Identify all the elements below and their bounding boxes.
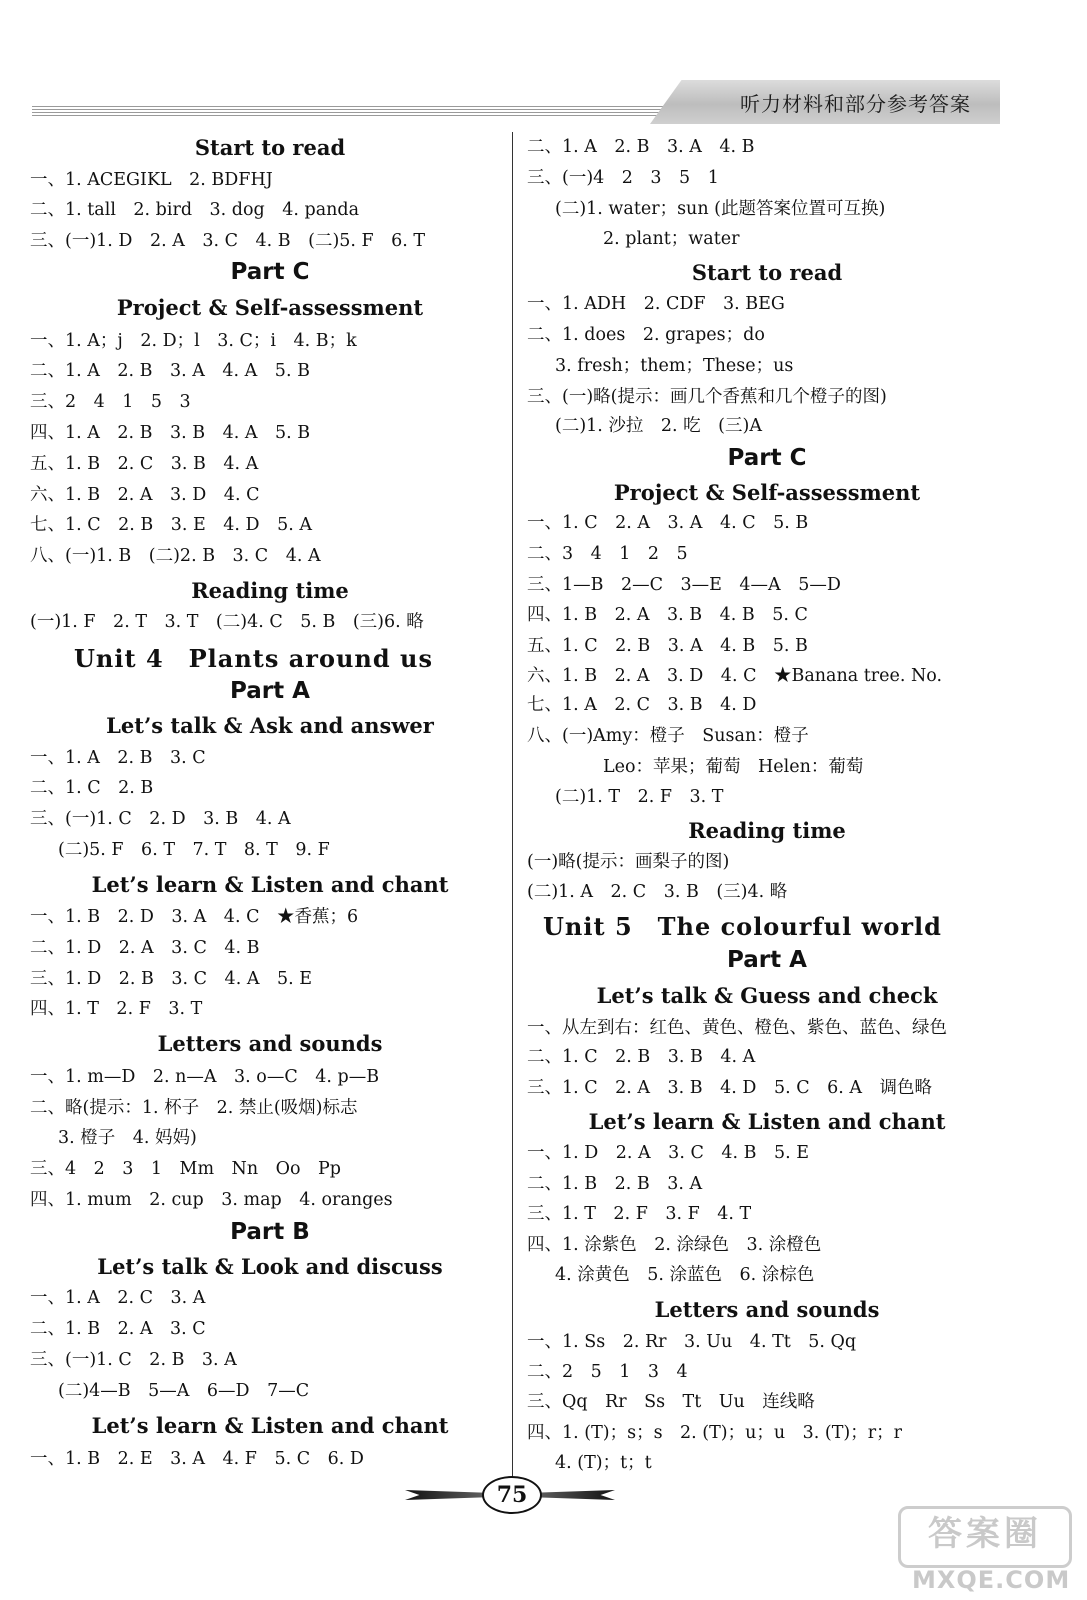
right-answer-line: 三、(一)4 2 3 5 1 (527, 168, 719, 188)
right-answer-line: 五、1. C 2. B 3. A 4. B 5. B (527, 636, 808, 656)
left-answer-line: 二、1. D 2. A 3. C 4. B (30, 938, 260, 958)
left-answer-line: 三、(一)1. C 2. D 3. B 4. A (30, 809, 291, 829)
left-section-heading: Let’s talk & Look and discuss (97, 1254, 443, 1279)
right-answer-line: 二、1. A 2. B 3. A 4. B (527, 137, 755, 157)
right-answer-line: 一、从左到右：红色、黄色、橙色、紫色、蓝色、绿色 (527, 1018, 947, 1038)
right-answer-line: 三、1. T 2. F 3. F 4. T (527, 1204, 752, 1224)
right-answer-line: 二、1. B 2. B 3. A (527, 1174, 703, 1194)
right-section-heading: Start to read (691, 260, 843, 285)
right-section-heading: Project & Self-assessment (613, 480, 921, 505)
left-answer-line: 一、1. A 2. B 3. C (30, 748, 206, 768)
left-answer-line: 三、4 2 3 1 Mm Nn Oo Pp (30, 1159, 341, 1179)
left-answer-line: 二、1. tall 2. bird 3. dog 4. panda (30, 200, 360, 220)
column-divider (512, 132, 513, 1484)
left-answer-line: 一、1. B 2. D 3. A 4. C ★香蕉；6 (30, 907, 359, 927)
left-answer-line: 二、1. A 2. B 3. A 4. A 5. B (30, 361, 310, 381)
left-section-heading: Let’s talk & Ask and answer (106, 713, 434, 738)
left-answer-line: 二、1. C 2. B (30, 778, 154, 798)
right-answer-line: 一、1. Ss 2. Rr 3. Uu 4. Tt 5. Qq (527, 1332, 857, 1352)
right-answer-line: 二、1. does 2. grapes；do (527, 325, 765, 345)
left-part-heading: Part A (230, 678, 310, 704)
right-answer-line: (二)1. T 2. F 3. T (555, 787, 724, 807)
left-answer-line: 三、1. D 2. B 3. C 4. A 5. E (30, 969, 312, 989)
left-answer-line: 一、1. ACEGIKL 2. BDFHJ (30, 170, 273, 190)
left-answer-line: 四、1. mum 2. cup 3. map 4. oranges (30, 1190, 393, 1210)
left-answer-line: 六、1. B 2. A 3. D 4. C (30, 485, 260, 505)
right-answer-line: (二)1. water；sun (此题答案位置可互换) (555, 199, 886, 219)
watermark-logo: 答案圈 (898, 1506, 1072, 1568)
right-answer-line: 六、1. B 2. A 3. D 4. C ★Banana tree. No. (527, 666, 943, 686)
right-answer-line: 4. (T)；t；t (555, 1453, 652, 1473)
right-answer-line: 三、1. C 2. A 3. B 4. D 5. C 6. A 调色略 (527, 1078, 933, 1098)
right-answer-line: (二)1. A 2. C 3. B (三)4. 略 (527, 882, 788, 902)
left-answer-line: 二、略(提示：1. 杯子 2. 禁止(吸烟)标志 (30, 1098, 358, 1118)
left-section-heading: Letters and sounds (157, 1031, 383, 1056)
right-answer-line: (一)略(提示：画梨子的图) (527, 852, 730, 872)
right-answer-line: 二、1. C 2. B 3. B 4. A (527, 1047, 756, 1067)
left-answer-line: (二)4—B 5—A 6—D 7—C (58, 1381, 310, 1401)
right-answer-line: 一、1. ADH 2. CDF 3. BEG (527, 294, 785, 314)
left-answer-line: 八、(一)1. B (二)2. B 3. C 4. A (30, 546, 321, 566)
left-answer-line: 四、1. A 2. B 3. B 4. A 5. B (30, 423, 311, 443)
left-answer-line: 二、1. B 2. A 3. C (30, 1319, 206, 1339)
right-answer-line: 4. 涂黄色 5. 涂蓝色 6. 涂棕色 (555, 1265, 815, 1285)
left-section-heading: Let’s learn & Listen and chant (91, 872, 449, 897)
right-part-heading: Part A (727, 947, 807, 973)
right-answer-line: 二、2 5 1 3 4 (527, 1362, 688, 1382)
right-section-heading: Letters and sounds (654, 1297, 880, 1322)
left-section-heading: Reading time (191, 578, 349, 603)
page-header-title: 听力材料和部分参考答案 (740, 92, 971, 116)
right-answer-line: 三、Qq Rr Ss Tt Uu 连线略 (527, 1392, 815, 1412)
right-answer-line: 七、1. A 2. C 3. B 4. D (527, 695, 757, 715)
right-answer-line: 2. plant；water (603, 229, 740, 249)
right-answer-line: 四、1. B 2. A 3. B 4. B 5. C (527, 605, 808, 625)
right-section-heading: Let’s talk & Guess and check (596, 983, 938, 1008)
left-section-heading: Start to read (194, 135, 346, 160)
left-answer-line: 三、(一)1. C 2. B 3. A (30, 1350, 237, 1370)
left-section-heading: Project & Self-assessment (116, 295, 424, 320)
left-part-heading: Part C (230, 259, 310, 285)
right-answer-line: 三、(一)略(提示：画几个香蕉和几个橙子的图) (527, 387, 887, 407)
left-answer-line: 三、(一)1. D 2. A 3. C 4. B (二)5. F 6. T (30, 231, 426, 251)
page-number: 75 (482, 1476, 542, 1514)
right-answer-line: 八、(一)Amy：橙子 Susan：橙子 (527, 726, 809, 746)
right-answer-line: 一、1. D 2. A 3. C 4. B 5. E (527, 1143, 809, 1163)
left-answer-line: (二)5. F 6. T 7. T 8. T 9. F (58, 840, 330, 860)
right-answer-line: (二)1. 沙拉 2. 吃 (三)A (555, 416, 762, 436)
left-section-heading: Let’s learn & Listen and chant (91, 1413, 449, 1438)
left-answer-line: 一、1. A；j 2. D；l 3. C；i 4. B；k (30, 331, 357, 351)
right-unit-heading: Unit 5 The colourful world (543, 912, 942, 941)
right-part-heading: Part C (727, 445, 807, 471)
right-answer-line: 二、3 4 1 2 5 (527, 544, 688, 564)
watermark (898, 1506, 1071, 1596)
right-section-heading: Let’s learn & Listen and chant (588, 1109, 946, 1134)
left-unit-heading: Unit 4 Plants around us (74, 644, 433, 673)
left-answer-line: 3. 橙子 4. 妈妈) (58, 1128, 197, 1148)
left-answer-line: (一)1. F 2. T 3. T (二)4. C 5. B (三)6. 略 (30, 612, 424, 632)
right-answer-line: Leo：苹果；葡萄 Helen：葡萄 (603, 757, 864, 777)
left-answer-line: 一、1. A 2. C 3. A (30, 1288, 206, 1308)
right-answer-line: 四、1. 涂紫色 2. 涂绿色 3. 涂橙色 (527, 1235, 822, 1255)
right-answer-line: 四、1. (T)；s；s 2. (T)；u；u 3. (T)；r；r (527, 1423, 902, 1443)
right-answer-line: 三、1—B 2—C 3—E 4—A 5—D (527, 575, 841, 595)
left-answer-line: 七、1. C 2. B 3. E 4. D 5. A (30, 515, 312, 535)
left-answer-line: 四、1. T 2. F 3. T (30, 999, 203, 1019)
page-number-ornament (405, 1474, 615, 1514)
right-answer-line: 3. fresh；them；These；us (555, 356, 794, 376)
left-answer-line: 一、1. m—D 2. n—A 3. o—C 4. p—B (30, 1067, 380, 1087)
left-part-heading: Part B (230, 1219, 310, 1245)
watermark-site: MXQE.COM (912, 1566, 1071, 1594)
left-answer-line: 五、1. B 2. C 3. B 4. A (30, 454, 259, 474)
left-answer-line: 一、1. B 2. E 3. A 4. F 5. C 6. D (30, 1449, 364, 1469)
right-section-heading: Reading time (688, 818, 846, 843)
left-answer-line: 三、2 4 1 5 3 (30, 392, 191, 412)
header-rule (32, 106, 668, 116)
right-answer-line: 一、1. C 2. A 3. A 4. C 5. B (527, 513, 809, 533)
